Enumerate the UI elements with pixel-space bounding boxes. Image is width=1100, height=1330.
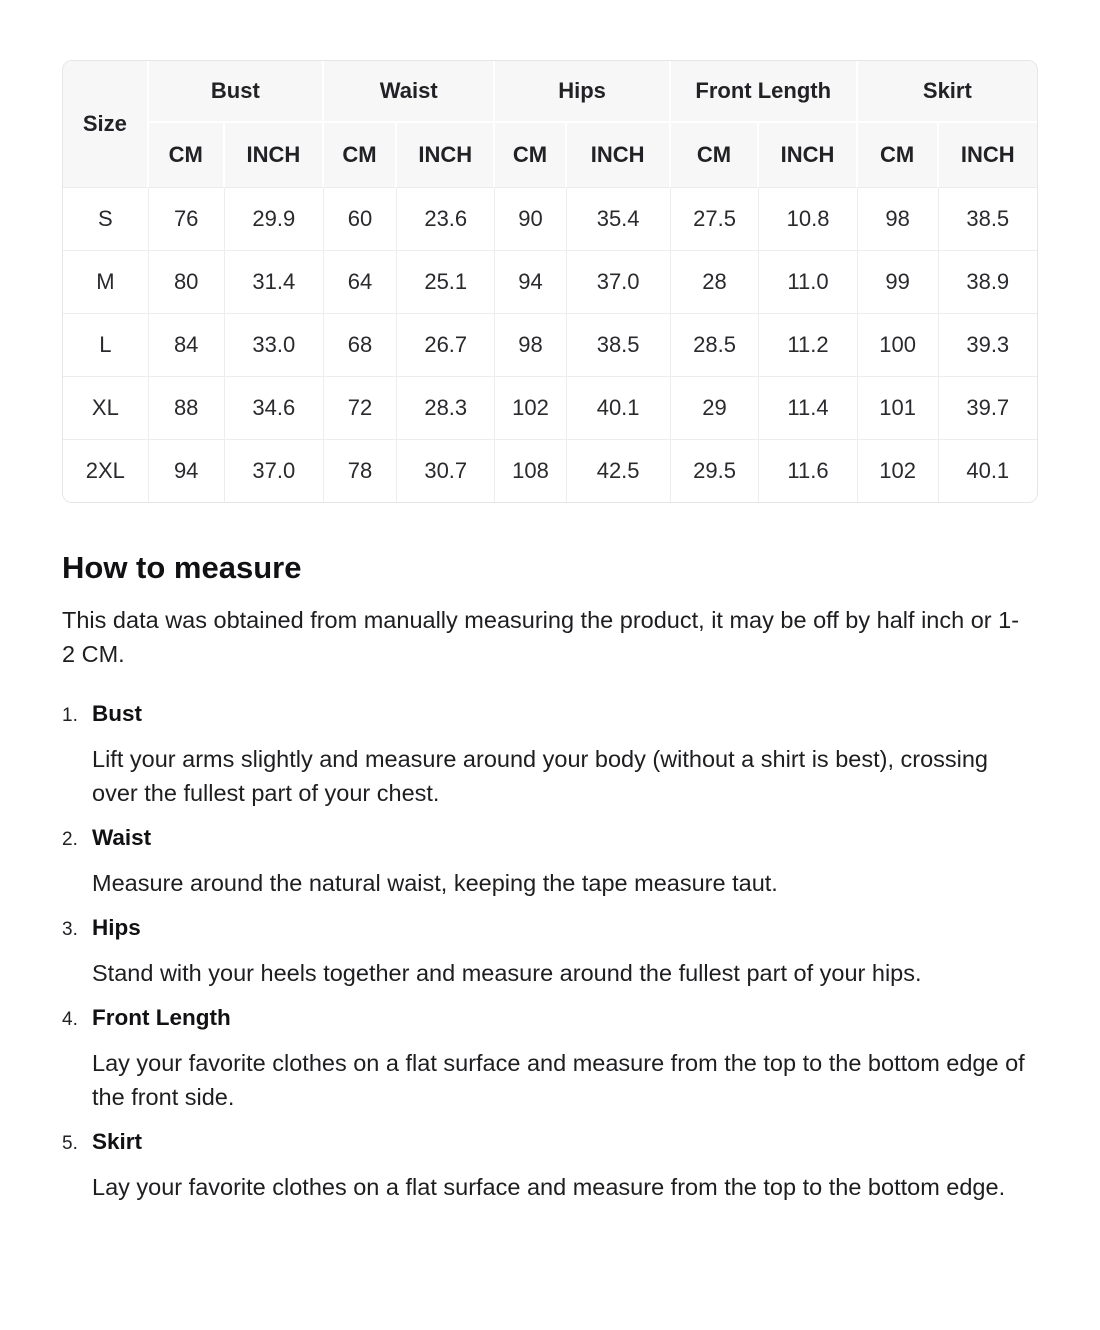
column-header-front-length: Front Length bbox=[671, 61, 858, 123]
unit-header-hips-inch: INCH bbox=[567, 123, 671, 188]
measurement-cell: 101 bbox=[858, 377, 939, 440]
table-row-2xl bbox=[63, 440, 1037, 502]
measurement-cell: 31.4 bbox=[225, 251, 324, 314]
step-description: Lift your arms slightly and measure around your body (without a shirt is best), crossing over the fullest part of your chest. bbox=[92, 746, 989, 806]
step-number: 5. bbox=[62, 1133, 78, 1154]
measurement-cell: 29.9 bbox=[225, 188, 324, 251]
measure-step-waist bbox=[62, 823, 1038, 900]
table-row-l bbox=[63, 314, 1037, 377]
step-number: 3. bbox=[62, 919, 78, 940]
size-cell: M bbox=[63, 251, 149, 314]
measurement-cell: 99 bbox=[858, 251, 939, 314]
measurement-cell: 102 bbox=[495, 377, 566, 440]
step-body bbox=[92, 1127, 1005, 1204]
measurement-cell: 39.7 bbox=[939, 377, 1037, 440]
unit-header-skirt-cm: CM bbox=[858, 123, 939, 188]
measurement-cell: 26.7 bbox=[397, 314, 495, 377]
measurement-cell: 88 bbox=[149, 377, 225, 440]
measurement-cell: 29.5 bbox=[671, 440, 760, 502]
measurement-cell: 10.8 bbox=[759, 188, 857, 251]
measurement-cell: 25.1 bbox=[397, 251, 495, 314]
measurement-cell: 98 bbox=[495, 314, 566, 377]
measurement-cell: 28.5 bbox=[671, 314, 760, 377]
measurement-cell: 94 bbox=[495, 251, 566, 314]
table-row-m bbox=[63, 251, 1037, 314]
table-row-s bbox=[63, 188, 1037, 251]
measurement-cell: 23.6 bbox=[397, 188, 495, 251]
measurement-cell: 90 bbox=[495, 188, 566, 251]
measurement-cell: 42.5 bbox=[567, 440, 671, 502]
step-body bbox=[92, 699, 1038, 810]
step-number: 4. bbox=[62, 1009, 78, 1030]
measurement-cell: 37.0 bbox=[567, 251, 671, 314]
step-title: Bust bbox=[92, 701, 142, 726]
step-number: 1. bbox=[62, 705, 78, 726]
unit-header-waist-inch: INCH bbox=[397, 123, 495, 188]
measurement-cell: 40.1 bbox=[567, 377, 671, 440]
unit-header-bust-cm: CM bbox=[149, 123, 225, 188]
step-title: Waist bbox=[92, 825, 152, 850]
step-number: 2. bbox=[62, 829, 78, 850]
step-title: Skirt bbox=[92, 1129, 143, 1154]
column-header-waist: Waist bbox=[324, 61, 495, 123]
size-cell: 2XL bbox=[63, 440, 149, 502]
measure-step-hips bbox=[62, 913, 1038, 990]
measurement-cell: 27.5 bbox=[671, 188, 760, 251]
measurement-cell: 38.5 bbox=[939, 188, 1037, 251]
measurement-cell: 29 bbox=[671, 377, 760, 440]
measurement-cell: 30.7 bbox=[397, 440, 495, 502]
unit-header-hips-cm: CM bbox=[495, 123, 566, 188]
step-body bbox=[92, 913, 922, 990]
step-description: Lay your favorite clothes on a flat surface and measure from the top to the bottom edge of the front side. bbox=[92, 1050, 1025, 1110]
measurement-cell: 11.0 bbox=[759, 251, 857, 314]
measurement-cell: 39.3 bbox=[939, 314, 1037, 377]
measurement-cell: 76 bbox=[149, 188, 225, 251]
size-chart-table-wrapper bbox=[62, 60, 1038, 503]
measure-disclaimer-text: This data was obtained from manually measuring the product, it may be off by half inch or 1-2 CM. bbox=[62, 607, 1020, 667]
step-description: Lay your favorite clothes on a flat surface and measure from the top to the bottom edge. bbox=[92, 1174, 1006, 1200]
measurement-cell: 38.5 bbox=[567, 314, 671, 377]
measure-step-skirt bbox=[62, 1127, 1038, 1204]
measurement-cell: 28.3 bbox=[397, 377, 495, 440]
measurement-cell: 37.0 bbox=[225, 440, 324, 502]
measurement-cell: 11.6 bbox=[759, 440, 857, 502]
measurement-cell: 11.4 bbox=[759, 377, 857, 440]
unit-header-skirt-inch: INCH bbox=[939, 123, 1037, 188]
size-cell: L bbox=[63, 314, 149, 377]
measurement-cell: 68 bbox=[324, 314, 397, 377]
column-header-skirt: Skirt bbox=[858, 61, 1037, 123]
measurement-cell: 84 bbox=[149, 314, 225, 377]
measurement-cell: 38.9 bbox=[939, 251, 1037, 314]
step-description: Stand with your heels together and measure around the fullest part of your hips. bbox=[92, 960, 922, 986]
step-body bbox=[92, 823, 778, 900]
size-cell: XL bbox=[63, 377, 149, 440]
unit-header-waist-cm: CM bbox=[324, 123, 397, 188]
measurement-cell: 11.2 bbox=[759, 314, 857, 377]
measurement-cell: 33.0 bbox=[225, 314, 324, 377]
unit-header-front-length-cm: CM bbox=[671, 123, 760, 188]
table-row-xl bbox=[63, 377, 1037, 440]
step-title: Front Length bbox=[92, 1005, 231, 1030]
column-header-hips: Hips bbox=[495, 61, 670, 123]
measurement-cell: 80 bbox=[149, 251, 225, 314]
measurement-cell: 78 bbox=[324, 440, 397, 502]
measurement-cell: 60 bbox=[324, 188, 397, 251]
measurement-cell: 100 bbox=[858, 314, 939, 377]
size-cell: S bbox=[63, 188, 149, 251]
how-to-measure-heading: How to measure bbox=[62, 550, 302, 585]
measurement-cell: 98 bbox=[858, 188, 939, 251]
column-header-size: Size bbox=[63, 61, 149, 188]
size-chart-table bbox=[63, 61, 1037, 502]
measurement-cell: 34.6 bbox=[225, 377, 324, 440]
column-header-bust: Bust bbox=[149, 61, 324, 123]
step-description: Measure around the natural waist, keeping the tape measure taut. bbox=[92, 870, 778, 896]
step-title: Hips bbox=[92, 915, 141, 940]
measurement-cell: 64 bbox=[324, 251, 397, 314]
measurement-cell: 28 bbox=[671, 251, 760, 314]
unit-header-front-length-inch: INCH bbox=[759, 123, 857, 188]
measure-steps-list bbox=[62, 699, 1038, 1204]
unit-header-bust-inch: INCH bbox=[225, 123, 324, 188]
measurement-cell: 72 bbox=[324, 377, 397, 440]
measurement-cell: 40.1 bbox=[939, 440, 1037, 502]
measure-step-bust bbox=[62, 699, 1038, 810]
step-body bbox=[92, 1003, 1038, 1114]
measurement-cell: 94 bbox=[149, 440, 225, 502]
measure-step-front-length bbox=[62, 1003, 1038, 1114]
measurement-cell: 108 bbox=[495, 440, 566, 502]
measurement-cell: 35.4 bbox=[567, 188, 671, 251]
measurement-cell: 102 bbox=[858, 440, 939, 502]
